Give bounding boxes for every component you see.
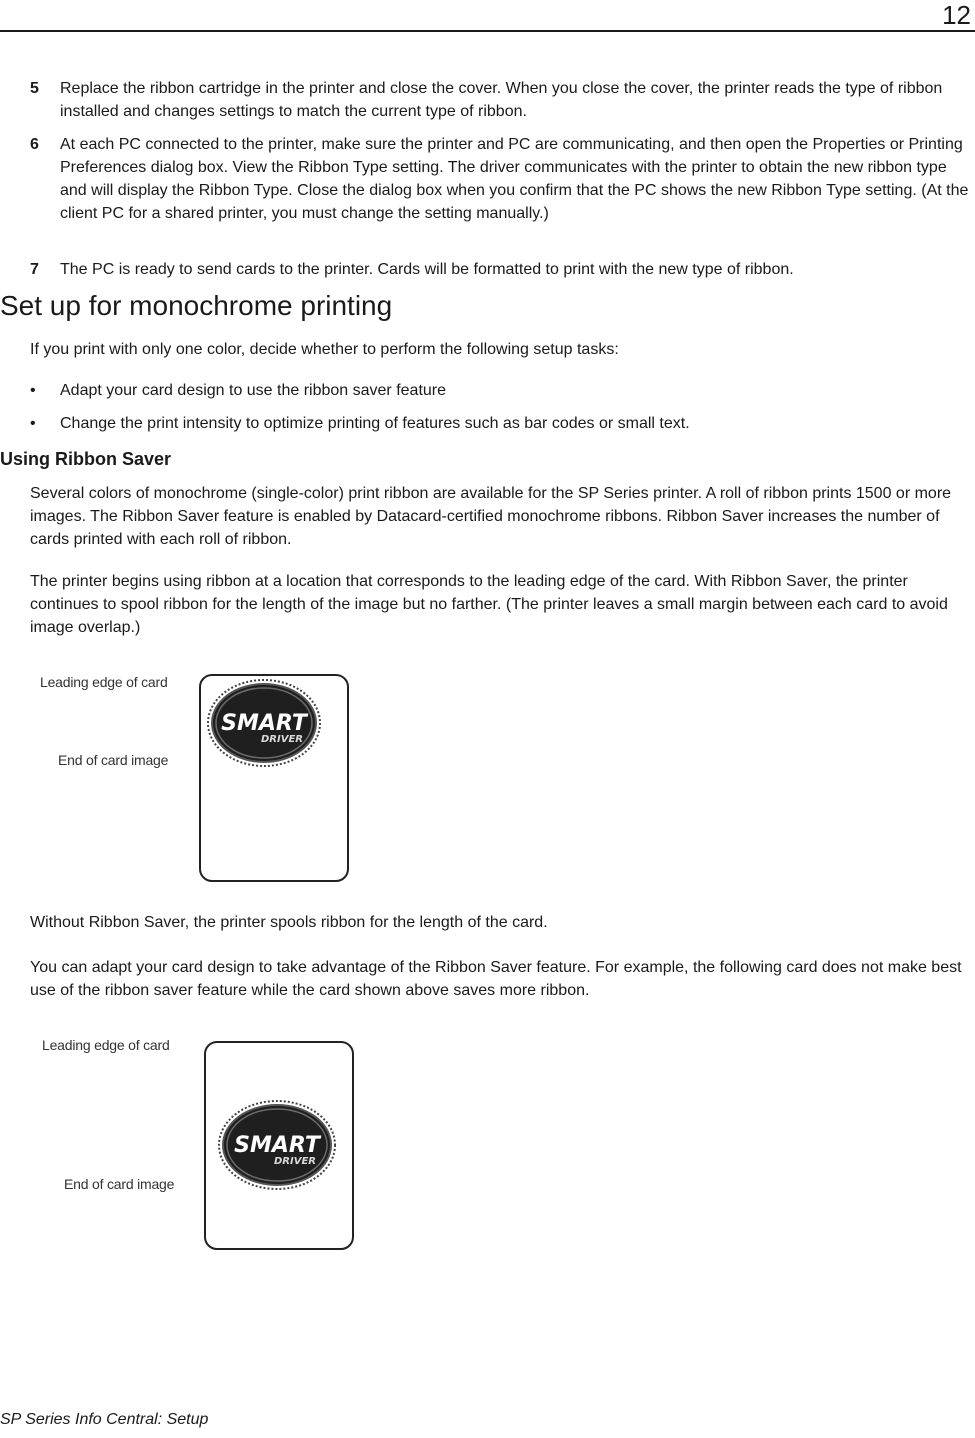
logo-text-driver: DRIVER [261,734,303,745]
paragraph-ribbon-location: The printer begins using ribbon at a location that corresponds to the leading edge of the card. With Ribbon Saver, the printer continues to spool ribbon for the length of the image but no farther. (The printer leaves a small margin between each card to avoid image overlap.) [30,573,948,636]
card-figure-no-ribbon-saver [30,1033,366,1255]
step-6 [30,133,972,225]
label-end-of-image: End of card image [58,752,169,768]
logo-text-smart: SMART [234,1133,320,1158]
card-illustration [30,1033,366,1255]
step-text: The PC is ready to send cards to the printer. Cards will be formatted to print with the new type of ribbon. [60,261,794,278]
label-leading-edge: Leading edge of card [40,674,168,690]
label-leading-edge: Leading edge of card [42,1037,170,1053]
header-rule [0,30,975,32]
bullet-glyph: • [30,382,36,399]
page-number: 12 [942,0,971,30]
paragraph-without-saver: Without Ribbon Saver, the printer spools ribbon for the length of the card. [30,914,548,931]
bullet-text: Change the print intensity to optimize printing of features such as bar codes or small text. [60,415,690,432]
paragraph-adapt-design: You can adapt your card design to take advantage of the Ribbon Saver feature. For example, the following card does not make best use of the ribbon saver feature while the card shown above saves more ribbon. [30,959,962,999]
bullet-item [30,379,970,402]
paragraph-ribbon-colors: Several colors of monochrome (single-color) print ribbon are available for the SP Series printer. A roll of ribbon prints 1500 or more images. The Ribbon Saver feature is enabled by Datacard-certified monochrome ribbons. Ribbon Saver increases the number of cards printed with each roll of ribbon. [30,485,952,548]
bullet-text: Adapt your card design to use the ribbon saver feature [60,382,447,399]
smart-driver-logo [219,1101,335,1189]
step-5 [30,77,972,123]
step-text: Replace the ribbon cartridge in the printer and close the cover. When you close the cover, the printer reads the type of ribbon installed and changes settings to match the current type of ribbon. [60,80,943,120]
card-illustration [30,668,360,888]
page-footer: SP Series Info Central: Setup [0,1411,209,1428]
step-number: 6 [30,136,39,153]
card-figure-ribbon-saver [30,668,360,888]
smart-driver-logo [208,680,320,766]
step-text: At each PC connected to the printer, make sure the printer and PC are communicating, and then open the Properties or Printing Preferences dialog box. View the Ribbon Type setting. The driver communicates with the printer to obtain the new ribbon type and will display the Ribbon Type. Close the dialog box when you confirm that the PC shows the new Ribbon Type setting. (At the client PC for a shared printer, you must change the setting manually.) [60,136,969,222]
section-title: Set up for monochrome printing [0,290,393,321]
step-number: 5 [30,80,39,97]
logo-text-driver: DRIVER [274,1156,316,1167]
step-number: 7 [30,261,39,278]
step-7 [30,258,972,281]
subsection-title: Using Ribbon Saver [0,449,172,469]
label-end-of-image: End of card image [64,1176,175,1192]
bullet-glyph: • [30,415,36,432]
section-intro: If you print with only one color, decide whether to perform the following setup tasks: [30,341,619,358]
bullet-item [30,412,970,435]
logo-text-smart: SMART [221,711,307,736]
